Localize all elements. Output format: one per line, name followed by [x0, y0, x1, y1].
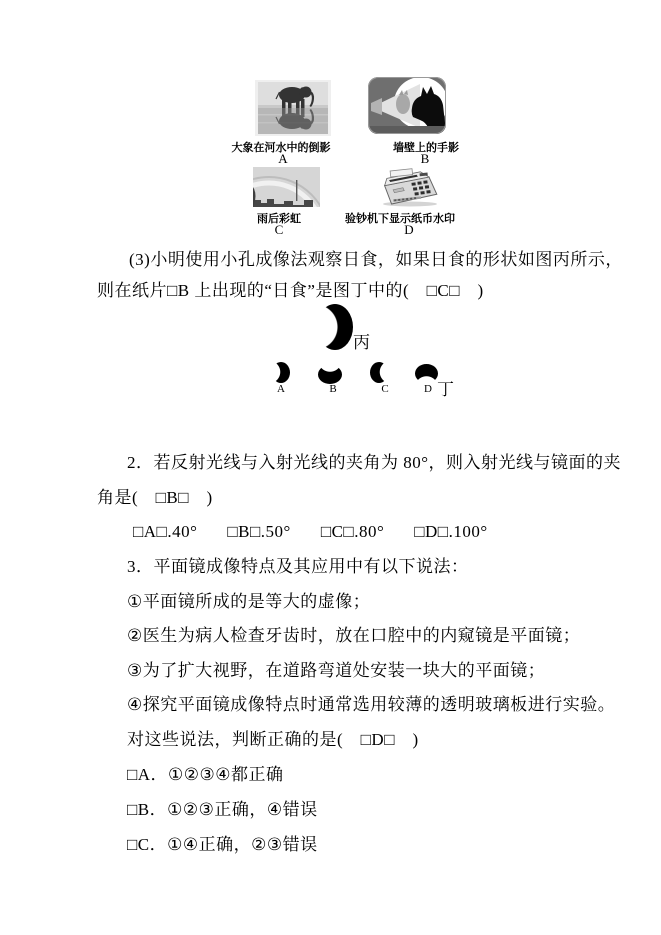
figure-ding-label: 丁: [437, 380, 454, 399]
photo-letter: D: [404, 222, 414, 237]
q3-statement-4: ④探究平面镜成像特点时通常选用较薄的透明玻璃板进行实验。: [127, 695, 616, 714]
eclipse-shape-bing: [317, 304, 353, 350]
photo-letter: C: [274, 222, 284, 237]
elephant-reflection-photo: [255, 80, 331, 136]
q3-statement-3: ③为了扩大视野，在道路弯道处安装一块大的平面镜；: [127, 661, 546, 680]
q2-option-a: □A□.40°: [133, 522, 198, 541]
q1-part3-line1: (3)小明使用小孔成像法观察日食，如果日食的形状如图丙所示，: [129, 250, 623, 269]
q2-line2: 角是( □B□ ): [97, 488, 213, 507]
moon-letter-c: C: [381, 383, 389, 395]
photo-caption: 墙壁上的手影: [393, 142, 459, 154]
q3-statement-1: ①平面镜所成的是等大的虚像；: [127, 592, 371, 611]
q1-part3-line2: 则在纸片□B 上出现的“日食”是图丁中的( □C□ ): [97, 281, 484, 300]
q3-option-c: □C．①④正确，②③错误: [127, 835, 318, 854]
eclipse-option-c: [370, 362, 388, 383]
rainbow-photo: [253, 167, 320, 207]
eclipse-option-d: [415, 364, 438, 383]
photo-caption: 雨后彩虹: [257, 213, 301, 225]
q3-judge-line: 对这些说法，判断正确的是( □D□ ): [127, 730, 419, 749]
q2-option-d: □D□.100°: [414, 522, 488, 541]
photo-letter: A: [278, 151, 288, 166]
q2-option-c: □C□.80°: [320, 522, 385, 541]
photo-caption: 验钞机下显示纸币水印: [345, 213, 455, 225]
money-detector-photo: [377, 166, 443, 208]
q2-option-b: □B□.50°: [227, 522, 291, 541]
figure-bing-label: 丙: [353, 333, 370, 352]
q2-line1: 2．若反射光线与入射光线的夹角为 80°，则入射光线与镜面的夹: [127, 453, 622, 472]
eclipse-option-b: [318, 365, 342, 384]
moon-letter-a: A: [277, 383, 285, 395]
horse-hand-shadow-photo: [368, 77, 446, 134]
moon-letter-d: D: [424, 383, 432, 395]
q3-statement-2: ②医生为病人检查牙齿时，放在口腔中的内窥镜是平面镜；: [127, 626, 581, 645]
q3-option-a: □A．①②③④都正确: [127, 765, 284, 784]
q3-title: 3．平面镜成像特点及其应用中有以下说法：: [127, 557, 469, 576]
photo-caption: 大象在河水中的倒影: [231, 142, 331, 154]
moon-letter-b: B: [329, 383, 337, 395]
q3-option-b: □B．①②③正确，④错误: [127, 800, 318, 819]
photo-letter: B: [420, 151, 430, 166]
q2-options-row: [133, 522, 488, 542]
eclipse-option-a: [272, 362, 290, 383]
